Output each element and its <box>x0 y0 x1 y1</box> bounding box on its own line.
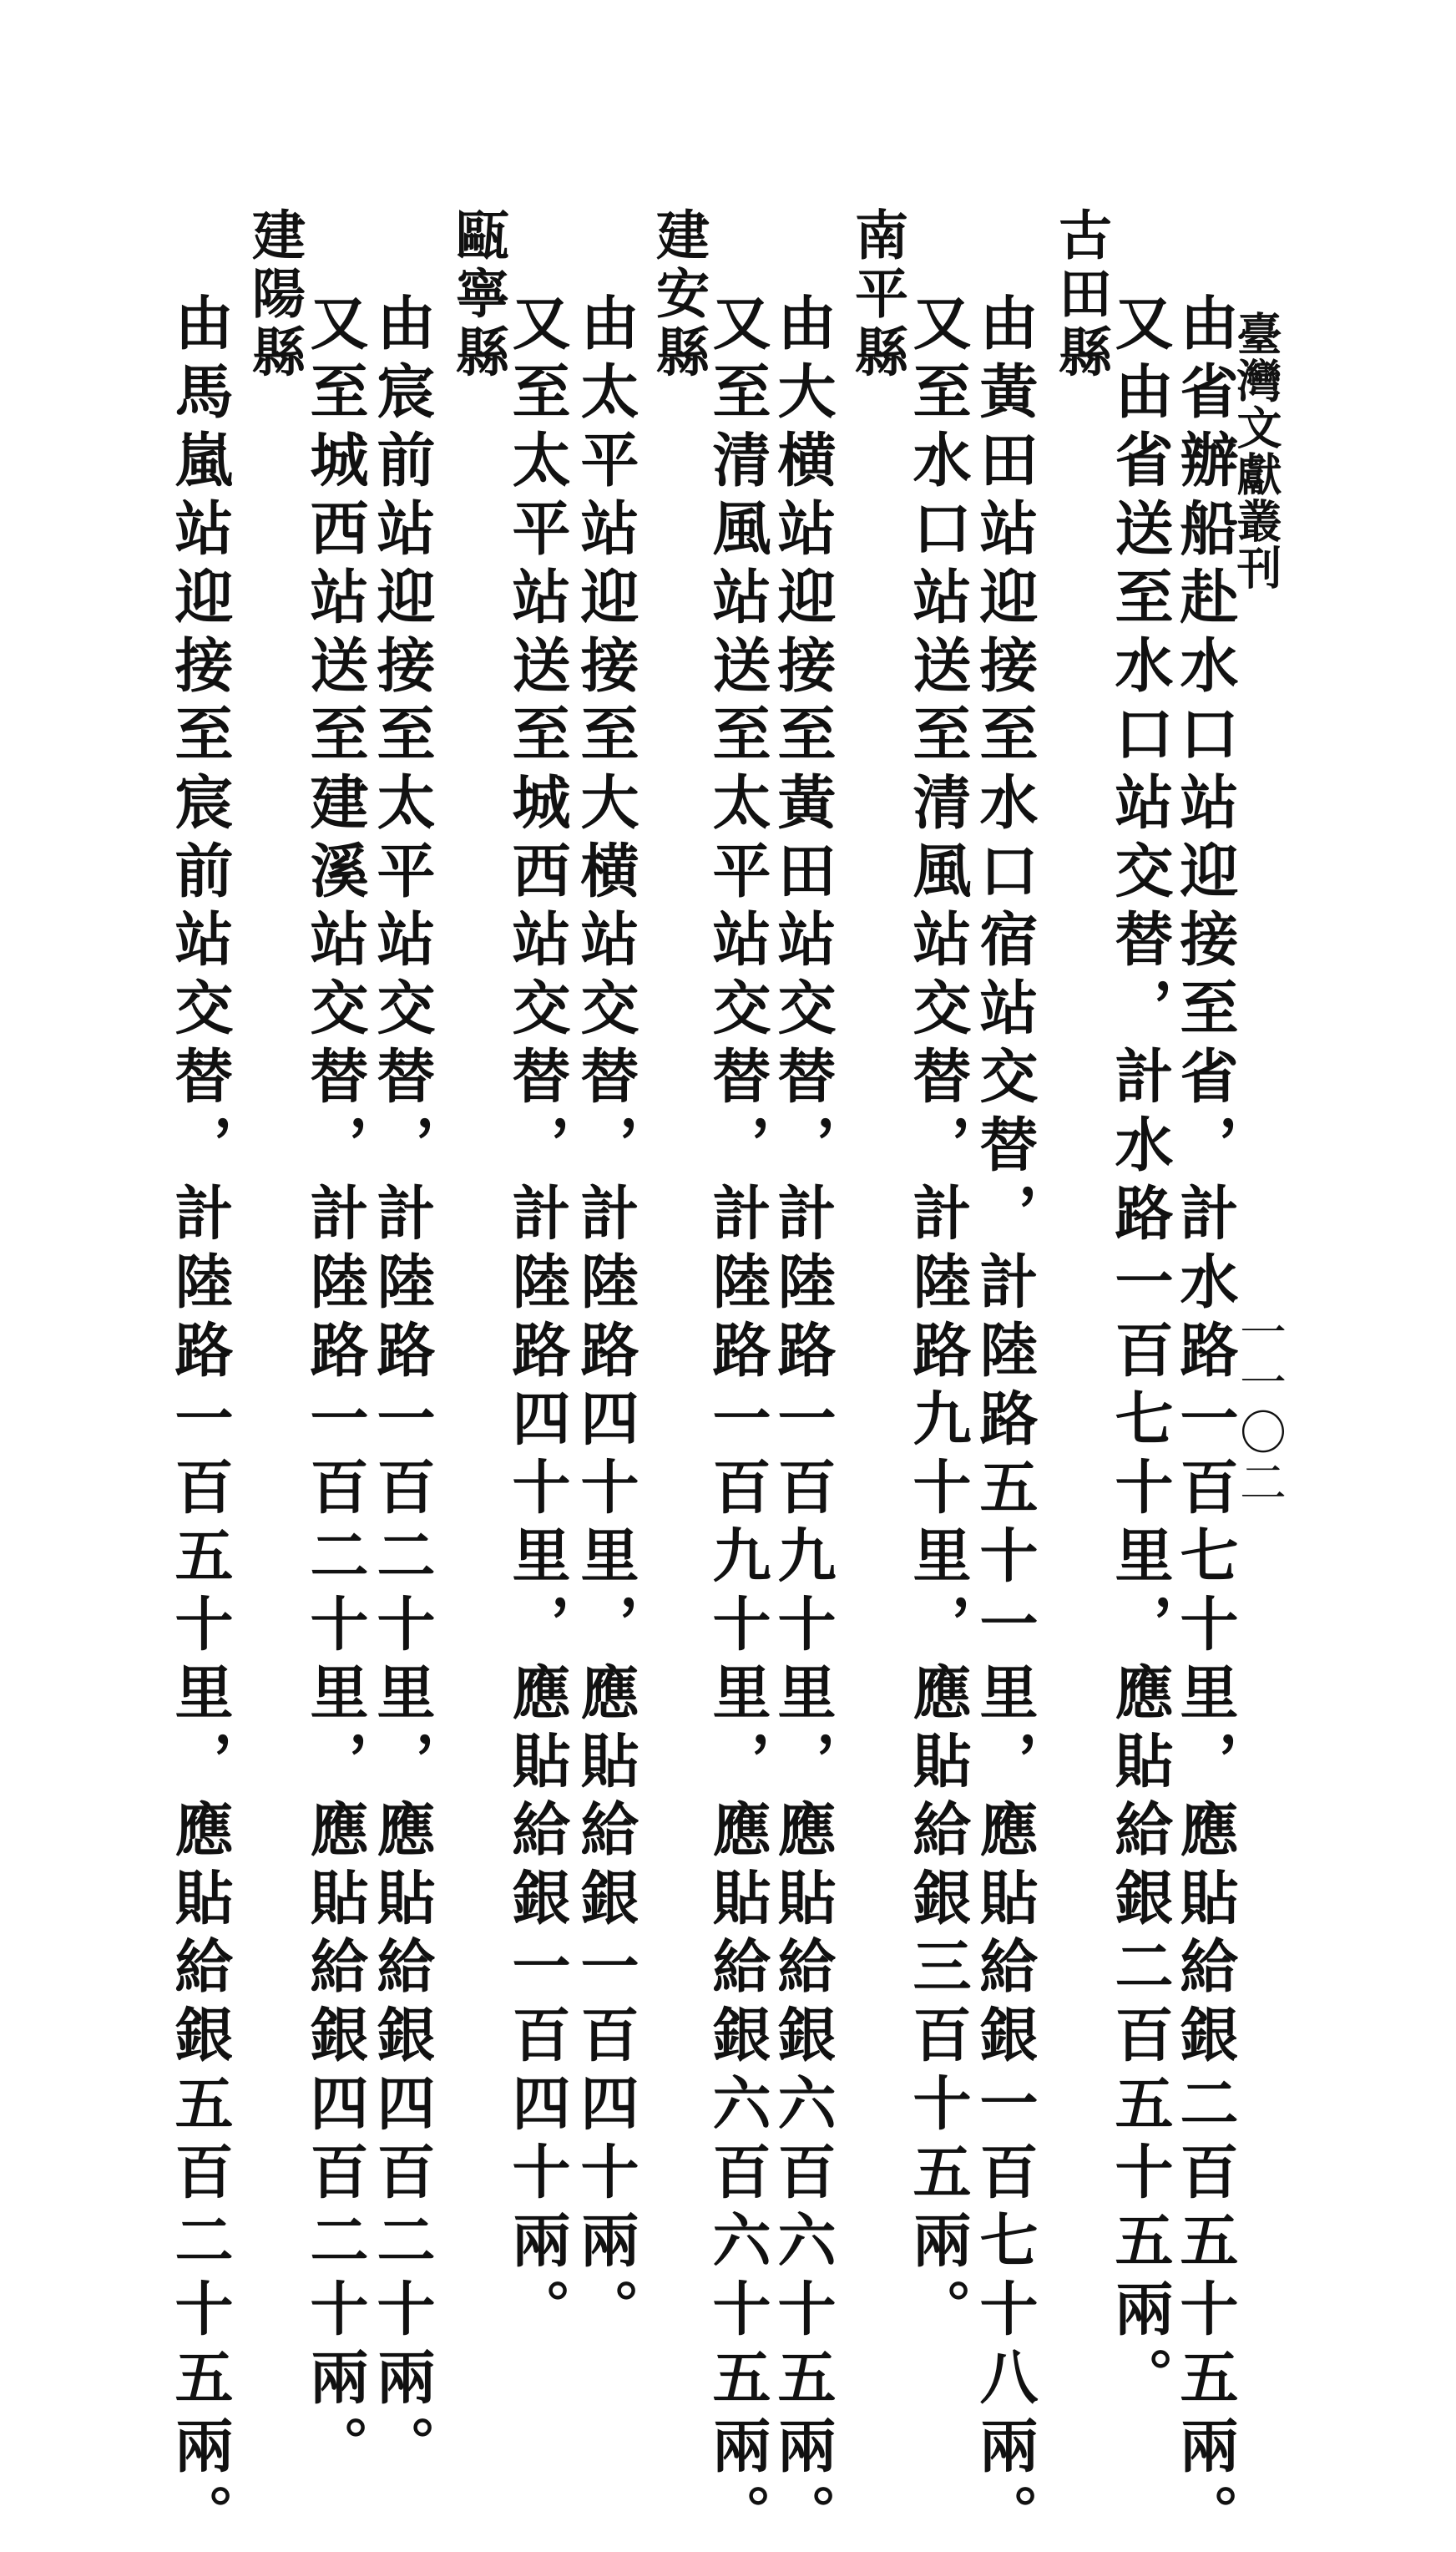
county-heading: 建陽縣 <box>243 207 306 382</box>
text-column: 又至城西站送至建溪站交替，計陸路一百二十里，應貼給銀四百二十兩。 <box>301 292 370 2484</box>
text-column: 由馬嵐站迎接至宸前站交替，計陸路一百五十里，應貼給銀五百二十五兩。 <box>165 292 235 2552</box>
text-column: 由黃田站迎接至水口宿站交替，計陸路五十一里，應貼給銀一百七十八兩。 <box>970 292 1039 2552</box>
county-heading: 南平縣 <box>846 207 908 382</box>
county-heading: 古田縣 <box>1049 207 1112 382</box>
text-column: 由省辦船赴水口站迎接至省，計水路一百七十里，應貼給銀二百五十五兩。 <box>1170 292 1240 2552</box>
text-column: 又至清風站送至太平站交替，計陸路一百九十里，應貼給銀六百六十五兩。 <box>703 292 772 2552</box>
text-column: 又至水口站送至清風站交替，計陸路九十里，應貼給銀三百十五兩。 <box>903 292 973 2347</box>
county-heading: 甌寧縣 <box>447 207 509 382</box>
text-column: 又至太平站送至城西站交替，計陸路四十里，應貼給銀一百四十兩。 <box>503 292 572 2347</box>
running-header-title: 臺灣文獻叢刊 <box>1230 311 1283 591</box>
text-column: 由宸前站迎接至太平站交替，計陸路一百二十里，應貼給銀四百二十兩。 <box>367 292 437 2484</box>
text-column: 由太平站迎接至大横站交替，計陸路四十里，應貼給銀一百四十兩。 <box>571 292 640 2347</box>
page-number: 一一〇二 <box>1232 1308 1287 1508</box>
text-column: 由大横站迎接至黃田站交替，計陸路一百九十里，應貼給銀六百六十五兩。 <box>768 292 837 2552</box>
text-column: 又由省送至水口站交替，計水路一百七十里，應貼給銀二百五十五兩。 <box>1105 292 1175 2415</box>
county-heading: 建安縣 <box>647 207 710 382</box>
